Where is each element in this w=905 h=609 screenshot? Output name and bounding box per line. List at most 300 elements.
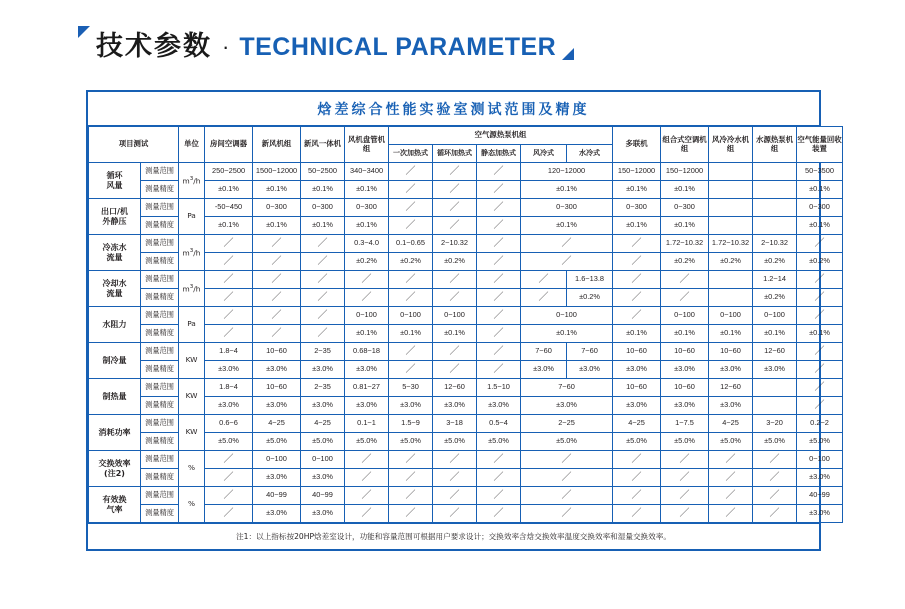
- table-cell: 4~25: [253, 415, 301, 433]
- table-cell: 2~35: [301, 379, 345, 397]
- table-cell: ／: [477, 343, 521, 361]
- table-cell: ±0.1%: [797, 181, 843, 199]
- measure-accuracy-label: 测量精度: [141, 289, 179, 307]
- table-cell: ±3.0%: [567, 361, 613, 379]
- table-cell: ／: [797, 271, 843, 289]
- table-cell: ／: [521, 505, 613, 523]
- table-cell: 0.1~1: [345, 415, 389, 433]
- header-air-cooled-chiller: 风冷冷水机组: [709, 127, 753, 163]
- table-cell: [753, 199, 797, 217]
- unit-cell: KW: [179, 343, 205, 379]
- table-cell: 1.5~9: [389, 415, 433, 433]
- header-energy-recovery: 空气能量回收装置: [797, 127, 843, 163]
- table-cell: ±0.1%: [345, 325, 389, 343]
- table-cell: 7~60: [521, 379, 613, 397]
- table-cell: ／: [797, 379, 843, 397]
- table-cell: ／: [433, 451, 477, 469]
- table-cell: ±3.0%: [797, 469, 843, 487]
- table-cell: ／: [301, 325, 345, 343]
- table-cell: ±5.0%: [477, 433, 521, 451]
- table-cell: ／: [477, 361, 521, 379]
- table-cell: ±5.0%: [205, 433, 253, 451]
- table-cell: ±3.0%: [253, 469, 301, 487]
- table-cell: ／: [521, 469, 613, 487]
- table-cell: 0.3~4.0: [345, 235, 389, 253]
- table-cell: ±0.2%: [753, 289, 797, 307]
- table-cell: ±3.0%: [477, 397, 521, 415]
- table-cell: ±0.1%: [661, 181, 709, 199]
- table-cell: 12~60: [709, 379, 753, 397]
- table-cell: ／: [709, 469, 753, 487]
- table-cell: ／: [253, 325, 301, 343]
- unit-cell: $m^3/h$: [179, 271, 205, 307]
- table-cell: [753, 181, 797, 199]
- table-cell: ±3.0%: [753, 361, 797, 379]
- table-cell: ／: [301, 289, 345, 307]
- table-cell: 0~100: [253, 451, 301, 469]
- table-cell: ／: [433, 469, 477, 487]
- table-cell: 0.81~27: [345, 379, 389, 397]
- table-cell: ／: [477, 271, 521, 289]
- table-cell: ／: [477, 487, 521, 505]
- measure-accuracy-label: 测量精度: [141, 181, 179, 199]
- table-cell: ／: [389, 505, 433, 523]
- header-primary-heat: 一次加热式: [389, 145, 433, 163]
- table-cell: ／: [477, 235, 521, 253]
- table-cell: ／: [613, 253, 661, 271]
- parameter-table: [88, 126, 843, 523]
- table-row: [89, 199, 843, 217]
- table-cell: ／: [477, 181, 521, 199]
- measure-range-label: 测量范围: [141, 451, 179, 469]
- table-cell: ／: [301, 271, 345, 289]
- table-cell: ±0.1%: [389, 325, 433, 343]
- table-cell: [709, 217, 753, 235]
- header-air-source-group: 空气源热泵机组: [389, 127, 613, 145]
- table-cell: ±0.1%: [797, 325, 843, 343]
- table-cell: 12~60: [433, 379, 477, 397]
- table-cell: 0~100: [661, 307, 709, 325]
- table-cell: ／: [797, 343, 843, 361]
- table-cell: 0~300: [253, 199, 301, 217]
- table-cell: ／: [433, 361, 477, 379]
- table-cell: 10~60: [253, 379, 301, 397]
- table-cell: ±3.0%: [613, 361, 661, 379]
- table-cell: 0~100: [345, 307, 389, 325]
- table-cell: ／: [389, 271, 433, 289]
- table-cell: ／: [477, 253, 521, 271]
- table-cell: ±3.0%: [613, 397, 661, 415]
- table-cell: ／: [389, 343, 433, 361]
- table-cell: ±3.0%: [389, 397, 433, 415]
- table-cell: ／: [753, 451, 797, 469]
- table-cell: ／: [709, 505, 753, 523]
- table-cell: ／: [477, 307, 521, 325]
- table-cell: 0.2~2: [797, 415, 843, 433]
- table-cell: ±0.1%: [205, 181, 253, 199]
- header-fresh-air-integrated: 新风一体机: [301, 127, 345, 163]
- table-cell: 0~100: [389, 307, 433, 325]
- header-air-cooled: 风冷式: [521, 145, 567, 163]
- table-cell: 1.6~13.8: [567, 271, 613, 289]
- table-cell: 10~60: [253, 343, 301, 361]
- table-cell: 4~25: [613, 415, 661, 433]
- header-fan-coil: 风机盘管机组: [345, 127, 389, 163]
- table-cell: ／: [613, 271, 661, 289]
- table-cell: ±3.0%: [301, 469, 345, 487]
- table-cell: ／: [433, 271, 477, 289]
- table-cell: ／: [661, 271, 709, 289]
- table-cell: ／: [389, 199, 433, 217]
- table-cell: ／: [205, 235, 253, 253]
- table-cell: ／: [797, 361, 843, 379]
- table-cell: 0~100: [709, 307, 753, 325]
- table-cell: 0~100: [521, 307, 613, 325]
- table-cell: ±3.0%: [521, 361, 567, 379]
- table-head: [89, 127, 843, 163]
- table-cell: 0~100: [753, 307, 797, 325]
- table-cell: -50~450: [205, 199, 253, 217]
- table-cell: ／: [433, 505, 477, 523]
- table-row: [89, 163, 843, 181]
- table-cell: ±3.0%: [433, 397, 477, 415]
- table-cell: ／: [345, 451, 389, 469]
- unit-cell: Pa: [179, 307, 205, 343]
- table-cell: ±0.1%: [661, 325, 709, 343]
- table-cell: [753, 217, 797, 235]
- table-cell: ／: [797, 235, 843, 253]
- table-cell: ／: [613, 289, 661, 307]
- measure-accuracy-label: 测量精度: [141, 253, 179, 271]
- table-cell: ±3.0%: [301, 361, 345, 379]
- table-cell: 10~60: [661, 343, 709, 361]
- table-cell: 150~12000: [661, 163, 709, 181]
- title-separator: ·: [222, 34, 230, 59]
- table-cell: ±0.1%: [521, 181, 613, 199]
- table-row: [89, 379, 843, 397]
- table-cell: 4~25: [301, 415, 345, 433]
- table-cell: ±5.0%: [521, 433, 613, 451]
- table-row: [89, 235, 843, 253]
- table-cell: [753, 397, 797, 415]
- table-cell: 7~60: [521, 343, 567, 361]
- table-cell: 0~300: [661, 199, 709, 217]
- table-cell: ／: [433, 163, 477, 181]
- table-cell: ／: [477, 217, 521, 235]
- table-cell: 0~100: [301, 451, 345, 469]
- measure-range-label: 测量范围: [141, 307, 179, 325]
- table-cell: ±0.1%: [345, 217, 389, 235]
- table-cell: ／: [205, 253, 253, 271]
- measure-accuracy-label: 测量精度: [141, 505, 179, 523]
- table-cell: 0~300: [613, 199, 661, 217]
- table-cell: ±5.0%: [709, 433, 753, 451]
- table-cell: [753, 163, 797, 181]
- table-cell: [709, 271, 753, 289]
- unit-cell: %: [179, 451, 205, 487]
- table-cell: ／: [753, 487, 797, 505]
- table-cell: ／: [389, 451, 433, 469]
- header-fresh-air-unit: 新风机组: [253, 127, 301, 163]
- unit-cell: Pa: [179, 199, 205, 235]
- table-cell: 0.5~4: [477, 415, 521, 433]
- table-cell: ／: [433, 199, 477, 217]
- table-cell: ±3.0%: [345, 361, 389, 379]
- table-cell: 2~10.32: [433, 235, 477, 253]
- table-cell: ／: [389, 361, 433, 379]
- table-cell: ／: [613, 451, 661, 469]
- table-cell: ±0.1%: [433, 325, 477, 343]
- table-cell: ±0.2%: [709, 253, 753, 271]
- measure-accuracy-label: 测量精度: [141, 217, 179, 235]
- table-row: [89, 487, 843, 505]
- table-cell: ／: [433, 217, 477, 235]
- row-label: 制热量: [89, 379, 141, 415]
- table-cell: ／: [661, 505, 709, 523]
- table-row: [89, 343, 843, 361]
- table-cell: ±0.1%: [613, 217, 661, 235]
- table-cell: ／: [433, 181, 477, 199]
- measure-range-label: 测量范围: [141, 379, 179, 397]
- table-cell: ±5.0%: [433, 433, 477, 451]
- row-label: 制冷量: [89, 343, 141, 379]
- table-cell: ／: [345, 505, 389, 523]
- table-cell: 3~18: [433, 415, 477, 433]
- header-item: 项目测试: [89, 127, 179, 163]
- corner-accent-left-icon: [78, 26, 90, 38]
- table-cell: ±3.0%: [253, 361, 301, 379]
- table-cell: 1~7.5: [661, 415, 709, 433]
- table-cell: ／: [345, 487, 389, 505]
- table-cell: ／: [521, 253, 613, 271]
- row-label: 交换效率 (注2): [89, 451, 141, 487]
- row-label: 冷却水 流量: [89, 271, 141, 307]
- parameter-table-wrap: [86, 90, 842, 551]
- table-cell: ／: [613, 505, 661, 523]
- row-label: 有效换 气率: [89, 487, 141, 523]
- table-cell: ／: [477, 325, 521, 343]
- table-cell: ±0.1%: [345, 181, 389, 199]
- header-static-heat: 静态加热式: [477, 145, 521, 163]
- table-cell: ／: [205, 307, 253, 325]
- table-cell: ／: [661, 487, 709, 505]
- table-note: 注1：以上指标按20HP焓差室设计，功能和容量范围可根据用户要求设计；交换效率含焓交换效率温度交换效率和湿量交换效率。: [88, 523, 819, 549]
- table-cell: ／: [205, 451, 253, 469]
- corner-accent-right-icon: [562, 48, 574, 60]
- table-cell: ／: [661, 451, 709, 469]
- table-cell: 10~60: [709, 343, 753, 361]
- table-cell: 250~2500: [205, 163, 253, 181]
- table-cell: ±0.1%: [301, 217, 345, 235]
- table-cell: ±5.0%: [253, 433, 301, 451]
- table-cell: 40~99: [797, 487, 843, 505]
- table-cell: ／: [709, 487, 753, 505]
- table-cell: ／: [389, 289, 433, 307]
- table-cell: ±3.0%: [345, 397, 389, 415]
- table-cell: ／: [521, 271, 567, 289]
- row-label: 冷冻水 流量: [89, 235, 141, 271]
- table-cell: 0~100: [433, 307, 477, 325]
- table-cell: ±5.0%: [345, 433, 389, 451]
- table-cell: ／: [521, 451, 613, 469]
- table-cell: 340~3400: [345, 163, 389, 181]
- table-caption: 焓差综合性能实验室测试范围及精度: [88, 92, 819, 126]
- table-cell: ±5.0%: [753, 433, 797, 451]
- table-cell: ／: [389, 217, 433, 235]
- table-cell: ±0.1%: [613, 181, 661, 199]
- table-cell: ／: [205, 289, 253, 307]
- table-cell: ／: [613, 307, 661, 325]
- unit-cell: %: [179, 487, 205, 523]
- measure-accuracy-label: 测量精度: [141, 361, 179, 379]
- table-cell: ±3.0%: [253, 505, 301, 523]
- table-cell: ／: [389, 181, 433, 199]
- table-cell: ±0.2%: [753, 253, 797, 271]
- unit-cell: $m^3/h$: [179, 163, 205, 199]
- table-cell: 1.8~4: [205, 379, 253, 397]
- table-cell: 0.6~6: [205, 415, 253, 433]
- table-cell: ／: [253, 289, 301, 307]
- table-cell: 12~60: [753, 343, 797, 361]
- table-cell: ±3.0%: [521, 397, 613, 415]
- table-cell: ±0.1%: [797, 217, 843, 235]
- table-row: [89, 271, 843, 289]
- table-cell: 120~12000: [521, 163, 613, 181]
- unit-cell: KW: [179, 379, 205, 415]
- table-cell: ±3.0%: [301, 397, 345, 415]
- header-water-source: 水源热泵机组: [753, 127, 797, 163]
- table-cell: ±0.1%: [709, 325, 753, 343]
- table-cell: ±3.0%: [253, 397, 301, 415]
- table-cell: 1.8~4: [205, 343, 253, 361]
- table-cell: ／: [797, 307, 843, 325]
- table-cell: ±5.0%: [661, 433, 709, 451]
- unit-cell: KW: [179, 415, 205, 451]
- table-cell: ±3.0%: [709, 361, 753, 379]
- table-cell: ±0.1%: [753, 325, 797, 343]
- table-cell: ／: [797, 397, 843, 415]
- table-cell: ／: [345, 271, 389, 289]
- table-cell: ／: [205, 469, 253, 487]
- table-cell: ±0.2%: [389, 253, 433, 271]
- table-body: [89, 163, 843, 523]
- table-cell: ±0.1%: [521, 217, 613, 235]
- header-package-ac: 组合式空调机组: [661, 127, 709, 163]
- table-cell: ／: [613, 469, 661, 487]
- header-water-cooled: 水冷式: [567, 145, 613, 163]
- table-cell: [709, 289, 753, 307]
- table-cell: 2~35: [301, 343, 345, 361]
- table-cell: 1.72~10.32: [709, 235, 753, 253]
- table-cell: 2~25: [521, 415, 613, 433]
- table-cell: 0~300: [345, 199, 389, 217]
- table-cell: ／: [253, 253, 301, 271]
- table-cell: ／: [205, 325, 253, 343]
- table-cell: ／: [389, 163, 433, 181]
- table-cell: ±5.0%: [389, 433, 433, 451]
- page-title-cn: 技术参数: [96, 31, 212, 62]
- table-cell: 0~100: [797, 451, 843, 469]
- measure-accuracy-label: 测量精度: [141, 397, 179, 415]
- table-cell: ±3.0%: [797, 505, 843, 523]
- table-cell: ±3.0%: [661, 361, 709, 379]
- table-cell: ／: [345, 469, 389, 487]
- table-cell: ／: [301, 235, 345, 253]
- parameter-table-container: [86, 90, 842, 551]
- table-cell: 0.68~18: [345, 343, 389, 361]
- table-cell: 1500~12000: [253, 163, 301, 181]
- header-cycle-heat: 循环加热式: [433, 145, 477, 163]
- table-cell: ／: [477, 289, 521, 307]
- table-cell: ／: [613, 487, 661, 505]
- table-cell: ±0.1%: [521, 325, 613, 343]
- measure-accuracy-label: 测量精度: [141, 469, 179, 487]
- table-cell: ／: [301, 253, 345, 271]
- table-cell: 5~30: [389, 379, 433, 397]
- table-cell: ／: [205, 487, 253, 505]
- table-cell: ／: [477, 469, 521, 487]
- table-cell: 7~60: [567, 343, 613, 361]
- row-label: 出口/机 外静压: [89, 199, 141, 235]
- measure-range-label: 测量范围: [141, 343, 179, 361]
- measure-range-label: 测量范围: [141, 235, 179, 253]
- table-cell: [753, 379, 797, 397]
- table-cell: ±3.0%: [205, 397, 253, 415]
- header-row-1: [89, 127, 843, 145]
- table-cell: 0~300: [797, 199, 843, 217]
- table-cell: ／: [477, 199, 521, 217]
- table-cell: ／: [389, 487, 433, 505]
- table-cell: ±3.0%: [709, 397, 753, 415]
- table-cell: ／: [477, 163, 521, 181]
- table-cell: ／: [613, 235, 661, 253]
- table-cell: ±0.2%: [567, 289, 613, 307]
- table-cell: 4~25: [709, 415, 753, 433]
- table-cell: [709, 163, 753, 181]
- table-cell: 10~60: [661, 379, 709, 397]
- table-cell: ±5.0%: [301, 433, 345, 451]
- table-cell: ／: [205, 505, 253, 523]
- table-cell: 50~3500: [797, 163, 843, 181]
- measure-accuracy-label: 测量精度: [141, 433, 179, 451]
- table-cell: ±3.0%: [661, 397, 709, 415]
- table-cell: ±0.2%: [345, 253, 389, 271]
- table-cell: 1.72~10.32: [661, 235, 709, 253]
- table-cell: ／: [661, 469, 709, 487]
- table-row: [89, 451, 843, 469]
- measure-accuracy-label: 测量精度: [141, 325, 179, 343]
- table-cell: ／: [389, 469, 433, 487]
- table-cell: ／: [521, 235, 613, 253]
- table-cell: 150~12000: [613, 163, 661, 181]
- table-cell: [709, 181, 753, 199]
- unit-cell: $m^3/h$: [179, 235, 205, 271]
- table-cell: ／: [753, 505, 797, 523]
- table-cell: ±0.1%: [301, 181, 345, 199]
- page-title-en: TECHNICAL PARAMETER: [239, 33, 557, 61]
- table-cell: ／: [253, 271, 301, 289]
- header-unit: 单位: [179, 127, 205, 163]
- table-cell: 10~60: [613, 379, 661, 397]
- table-cell: 10~60: [613, 343, 661, 361]
- table-cell: [709, 199, 753, 217]
- row-label: 消耗功率: [89, 415, 141, 451]
- table-cell: ／: [345, 289, 389, 307]
- table-cell: ±3.0%: [301, 505, 345, 523]
- table-cell: ±0.2%: [661, 253, 709, 271]
- table-cell: ／: [521, 289, 567, 307]
- table-row: [89, 307, 843, 325]
